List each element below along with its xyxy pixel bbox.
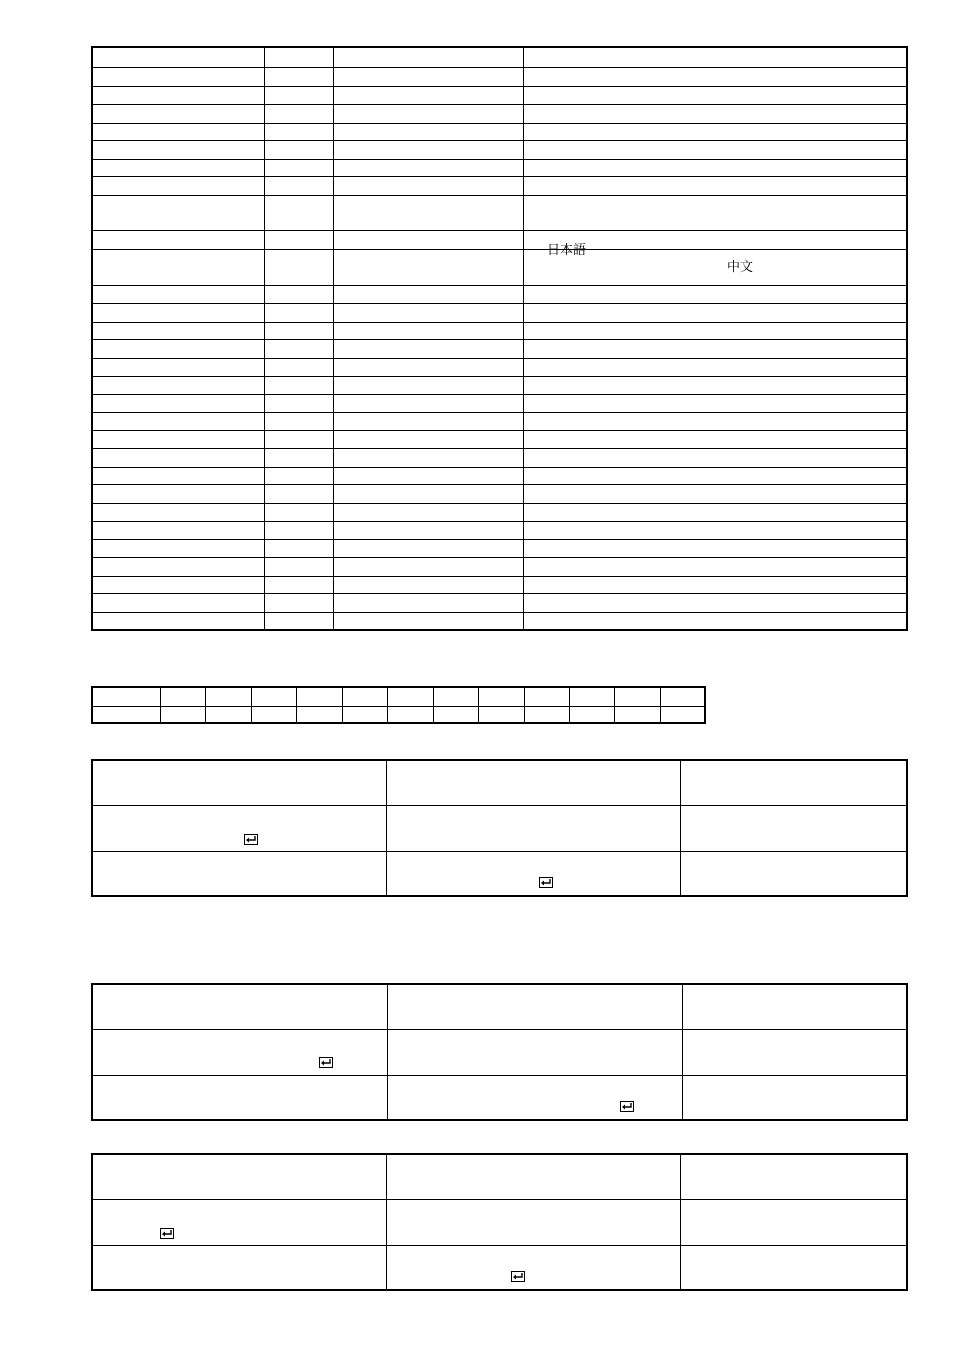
table-cell [92,430,264,449]
table-row [92,1154,907,1199]
table-cell [92,687,160,706]
table-cell [333,141,523,160]
table-cell [680,1245,907,1290]
table-cell [333,159,523,176]
table-cell [333,485,523,504]
table-cell [523,177,907,196]
table-row [92,377,907,394]
table-cell [387,984,682,1029]
japanese-language-label: 日本語 [547,243,587,258]
table-cell [264,522,333,539]
table-row [92,706,705,723]
table-cell [92,485,264,504]
table-cell [92,706,160,723]
table-cell [92,105,264,124]
table-row [92,123,907,140]
table-cell [264,539,333,558]
table-cell [92,467,264,484]
table-cell [92,141,264,160]
table-cell [92,1075,387,1120]
table-cell [92,413,264,430]
table-cell [92,304,264,323]
small-grid-table [91,686,706,724]
table-cell [333,177,523,196]
table-row [92,522,907,539]
table-cell [264,249,333,285]
enter-key-icon [319,1057,333,1068]
table-cell [264,467,333,484]
table-cell [296,687,342,706]
table-cell [92,340,264,359]
table-cell [160,706,205,723]
table-row [92,805,907,851]
table-cell [523,304,907,323]
table-cell [264,449,333,468]
table-cell [333,105,523,124]
table-cell [92,851,386,896]
table-cell [523,594,907,613]
table-cell [478,687,524,706]
table-cell [264,68,333,87]
table-row [92,760,907,805]
table-cell [333,612,523,630]
table-cell [264,576,333,593]
table-cell [264,105,333,124]
table-cell [92,612,264,630]
table-row [92,851,907,896]
table-cell [387,1029,682,1075]
table-cell [333,322,523,339]
table-cell [523,285,907,304]
table-cell [92,195,264,231]
table-row [92,195,907,231]
table-cell [92,47,264,68]
table-cell [660,687,705,706]
table-row [92,449,907,468]
table-cell [523,141,907,160]
table-cell [264,413,333,430]
enter-key-icon [620,1101,634,1112]
table-row [92,576,907,593]
table-cell [386,851,680,896]
table-cell [92,1029,387,1075]
table-cell [92,322,264,339]
table-row [92,1075,907,1120]
table-cell [92,558,264,577]
table-cell [264,195,333,231]
enter-key-icon [160,1228,174,1239]
table-cell [92,231,264,250]
table-cell [92,503,264,522]
table-cell [92,594,264,613]
table-cell [433,687,478,706]
table-row [92,503,907,522]
table-cell [92,984,387,1029]
table-cell [682,1029,907,1075]
table-cell [92,177,264,196]
table-cell [92,285,264,304]
table-cell [92,68,264,87]
table-row [92,322,907,339]
table-cell [333,503,523,522]
table-cell [387,687,433,706]
table-cell [523,612,907,630]
table-cell [333,340,523,359]
table-cell [333,231,523,250]
chinese-language-label: 中文 [727,260,754,275]
table-cell [569,706,614,723]
table-cell [251,706,296,723]
table-row [92,68,907,87]
table-cell [92,1154,386,1199]
enter-key-icon [244,834,258,845]
table-cell [333,123,523,140]
table-cell [387,1075,682,1120]
table-cell [478,706,524,723]
table-cell [264,612,333,630]
table-cell [523,485,907,504]
table-row [92,47,907,68]
table-cell [523,159,907,176]
table-row [92,467,907,484]
table-cell [333,68,523,87]
table-cell [523,68,907,87]
table-cell [264,285,333,304]
table-cell [205,706,251,723]
table-cell [523,522,907,539]
table-cell [333,394,523,413]
table-row [92,105,907,124]
table-row [92,1245,907,1290]
table-cell [523,413,907,430]
table-row [92,1029,907,1075]
enter-table-2 [91,983,908,1121]
table-cell [333,86,523,105]
table-cell [680,760,907,805]
table-row [92,304,907,323]
table-row [92,594,907,613]
table-cell [523,539,907,558]
table-cell [333,430,523,449]
table-cell [92,358,264,377]
table-cell [92,576,264,593]
table-cell [523,503,907,522]
table-row [92,612,907,630]
table-cell [333,522,523,539]
table-cell [523,322,907,339]
table-cell [386,1154,680,1199]
table-cell [660,706,705,723]
table-cell [264,558,333,577]
table-row [92,249,907,285]
table-cell [387,706,433,723]
table-cell [523,86,907,105]
table-cell [569,687,614,706]
table-cell [264,231,333,250]
enter-key-icon [511,1271,525,1282]
table-row [92,558,907,577]
enter-table-1 [91,759,908,897]
table-cell [333,576,523,593]
table-cell [386,1199,680,1245]
table-cell [523,377,907,394]
table-cell [92,394,264,413]
table-row [92,340,907,359]
table-cell [92,760,386,805]
table-cell [264,394,333,413]
table-row [92,394,907,413]
table-cell [333,249,523,285]
table-cell [92,1245,386,1290]
table-cell [433,706,478,723]
table-cell [333,285,523,304]
table-row [92,177,907,196]
table-cell [264,594,333,613]
table-row [92,687,705,706]
table-cell [680,805,907,851]
table-row [92,159,907,176]
table-cell [523,340,907,359]
enter-key-icon [539,877,553,888]
table-row [92,86,907,105]
table-cell [614,687,660,706]
table-cell [523,394,907,413]
table-row [92,539,907,558]
table-cell [682,984,907,1029]
table-cell [524,706,569,723]
table-cell [333,413,523,430]
table-cell [333,195,523,231]
table-cell [523,576,907,593]
table-cell [264,304,333,323]
table-cell [333,539,523,558]
table-cell [92,539,264,558]
table-cell [523,467,907,484]
table-cell [386,805,680,851]
table-cell [333,467,523,484]
table-cell [682,1075,907,1120]
table-row [92,430,907,449]
table-cell [264,377,333,394]
table-cell [386,760,680,805]
table-cell [523,105,907,124]
table-cell [251,687,296,706]
table-row [92,358,907,377]
table-cell [264,358,333,377]
table-cell [333,594,523,613]
table-cell [264,159,333,176]
table-cell [523,558,907,577]
table-cell [680,1154,907,1199]
table-cell [342,706,387,723]
table-cell [333,449,523,468]
table-cell [523,430,907,449]
table-row [92,285,907,304]
table-cell [680,1199,907,1245]
table-cell [524,687,569,706]
table-cell [92,86,264,105]
table-cell [264,177,333,196]
table-cell [92,1199,386,1245]
table-row [92,485,907,504]
table-row [92,413,907,430]
table-cell [333,358,523,377]
table-cell [523,123,907,140]
table-cell [264,123,333,140]
table-cell [264,47,333,68]
table-cell [92,159,264,176]
table-cell [523,195,907,231]
main-table [91,46,908,631]
table-cell [264,485,333,504]
table-cell [386,1245,680,1290]
table-cell [342,687,387,706]
table-cell [680,851,907,896]
table-cell [92,449,264,468]
table-cell [333,377,523,394]
table-row [92,984,907,1029]
table-cell [333,304,523,323]
enter-table-3 [91,1153,908,1291]
table-cell [264,503,333,522]
table-cell [296,706,342,723]
table-cell [92,123,264,140]
table-row [92,141,907,160]
table-cell [92,805,386,851]
table-cell [523,358,907,377]
table-cell [264,322,333,339]
table-cell [92,522,264,539]
table-cell [523,47,907,68]
table-cell [264,86,333,105]
table-row [92,1199,907,1245]
table-cell [160,687,205,706]
table-row [92,231,907,250]
table-cell [523,449,907,468]
table-cell [333,558,523,577]
table-cell [333,47,523,68]
table-cell [205,687,251,706]
table-cell [264,430,333,449]
table-cell [92,377,264,394]
table-cell [92,249,264,285]
table-cell [264,141,333,160]
table-cell [614,706,660,723]
table-cell [264,340,333,359]
